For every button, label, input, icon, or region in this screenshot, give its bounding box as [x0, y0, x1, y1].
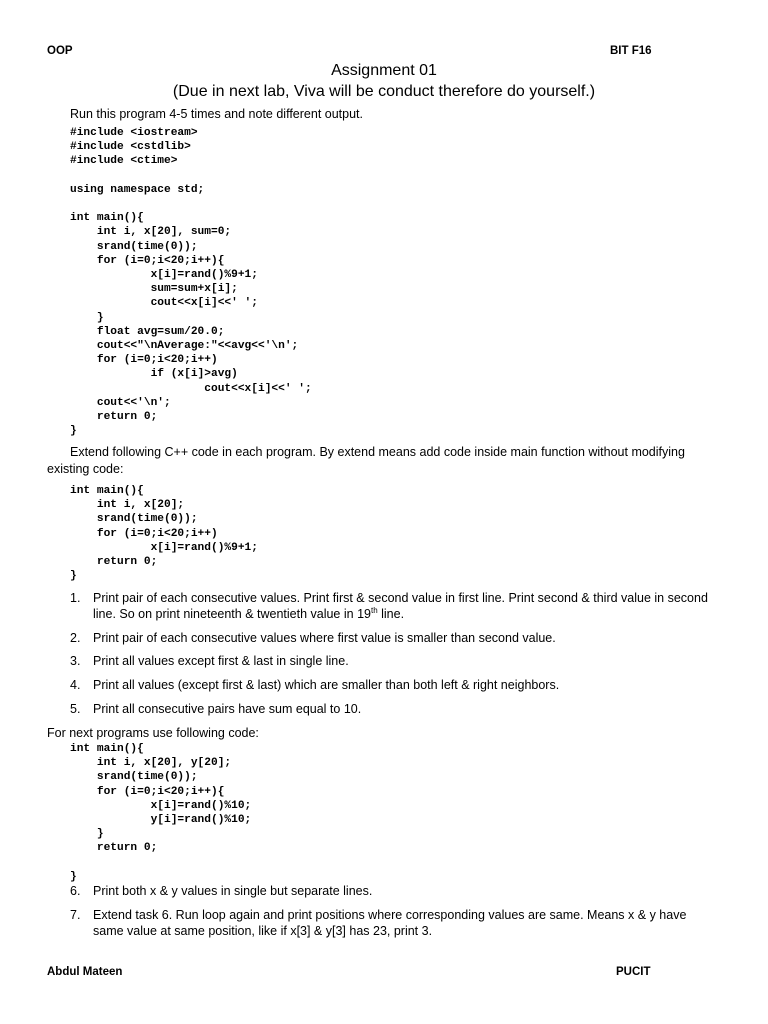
assignment-title: Assignment 01	[331, 62, 437, 79]
task-text: Print all consecutive pairs have sum equal to 10.	[93, 702, 362, 716]
code-block-extend: int main(){ int i, x[20]; srand(time(0)); for (i=0;i<20;i++) x[i]=rand()%9+1; return 0; }	[70, 485, 258, 583]
task-number: 5.	[70, 702, 81, 716]
task-text: Print all values except first & last in single line.	[93, 654, 349, 668]
task-number: 1.	[70, 591, 81, 605]
header-class: BIT F16	[610, 45, 652, 57]
task-item-1	[70, 590, 720, 622]
intro-text: Run this program 4-5 times and note different output.	[70, 107, 363, 121]
task-text: Extend task 6. Run loop again and print positions where corresponding values are same. Means x & y have same value at same position, like if x[3] & y[3] has 23, print 3.	[93, 908, 687, 938]
task-item-3	[70, 653, 720, 669]
header-course: OOP	[47, 45, 73, 57]
task-text: Print pair of each consecutive values. Print first & second value in first line. Print second & third value in second line. So on print nineteenth & twentieth value in 19th line.	[93, 591, 708, 621]
footer-institution: PUCIT	[616, 966, 651, 978]
task-text: Print both x & y values in single but separate lines.	[93, 884, 373, 898]
task-item-7	[70, 907, 720, 939]
task-item-6	[70, 883, 720, 899]
extend-instructions: Extend following C++ code in each program. By extend means add code inside main function without modifying existing code:	[47, 445, 685, 476]
task-item-2	[70, 630, 720, 646]
task-number: 3.	[70, 654, 81, 668]
task-number: 6.	[70, 884, 81, 898]
task-text: Print all values (except first & last) which are smaller than both left & right neighbors.	[93, 678, 560, 692]
task-item-5	[70, 701, 720, 717]
assignment-due-note: (Due in next lab, Viva will be conduct therefore do yourself.)	[172, 83, 596, 100]
task-item-4	[70, 677, 720, 693]
next-programs-text: For next programs use following code:	[47, 726, 259, 740]
task-text: Print pair of each consecutive values where first value is smaller than second value.	[93, 631, 556, 645]
code-block-next: int main(){ int i, x[20], y[20]; srand(time(0)); for (i=0;i<20;i++){ x[i]=rand()%10; y[i]=rand()%10; } return 0; }	[70, 743, 252, 883]
task-number: 4.	[70, 678, 81, 692]
footer-author: Abdul Mateen	[47, 966, 123, 978]
code-block-program: #include <iostream> #include <cstdlib> #include <ctime> using namespace std; int main(){ int i, x[20], sum=0; srand(time(0)); for (i=0;i<20;i++){ x[i]=rand()%9+1; sum=sum+x[i]; cout<<x[i]<<' '; } float avg=sum/20.0; cout<<"\nAverage:"<<avg<<'\n'; for (i=0;i<20;i++) if (x[i]>avg) cout<<x[i]<<' '; cout<<'\n'; return 0; }	[70, 127, 312, 438]
task-number: 2.	[70, 631, 81, 645]
task-number: 7.	[70, 908, 81, 922]
